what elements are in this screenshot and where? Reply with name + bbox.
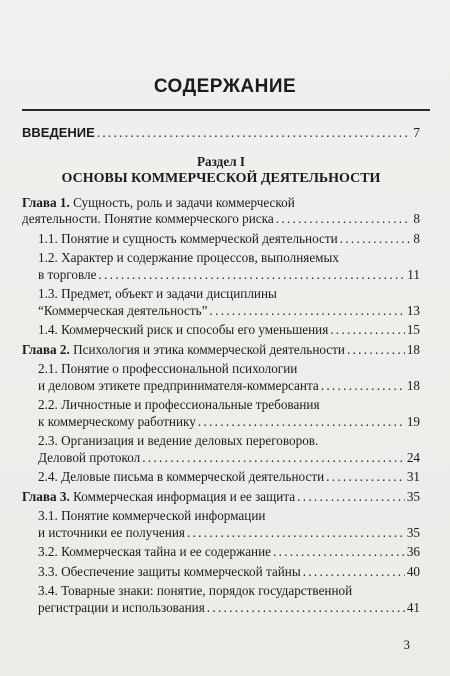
page-number: 3: [403, 637, 410, 652]
subsection-title-line: 3.4. Товарные знаки: понятие, порядок государственной: [38, 583, 353, 598]
leader-dots: [187, 525, 405, 542]
leader-dots: [210, 303, 405, 320]
spacer: [22, 188, 420, 195]
leader-dots: [330, 322, 405, 339]
chapter-title: деятельности. Понятие коммерческого риска: [22, 211, 274, 226]
leader-dots: [207, 600, 405, 617]
toc-subsection[interactable]: [22, 583, 420, 616]
chapter-title: Сущность, роль и задачи коммерческой: [73, 194, 295, 210]
subsection-title: 2.4. Деловые письма в коммерческой деятельности: [38, 469, 325, 484]
subsection-title-last-line: [38, 231, 420, 248]
subsection-title: 1.4. Коммерческий риск и способы его уменьшения: [38, 322, 329, 337]
subsection-title-last-line: [38, 544, 420, 561]
chapter-prefix: Глава 1.: [22, 194, 70, 210]
subsection-title-last-line: [38, 600, 420, 617]
leader-dots: [303, 564, 405, 581]
toc-entry-page: 11: [407, 266, 420, 282]
table-of-contents: [22, 125, 420, 616]
toc-entry-label: ВВЕДЕНИЕ: [22, 125, 95, 140]
leader-dots: [326, 469, 405, 486]
toc-chapter[interactable]: [22, 489, 420, 506]
section-label: Раздел I: [196, 153, 246, 169]
chapter-title-last-line: [22, 211, 420, 228]
chapter-title: Коммерческая информация и ее защита: [73, 488, 296, 504]
subsection-title-line: 2.1. Понятие о профессиональной психологии: [38, 361, 298, 376]
page-title: СОДЕРЖАНИЕ: [153, 76, 297, 97]
subsection-title-line: 2.2. Личностные и профессиональные требования: [38, 397, 320, 412]
toc-entry-page: 7: [413, 125, 420, 140]
title-rule: [22, 109, 430, 111]
leader-dots: [273, 544, 405, 561]
toc-subsection[interactable]: [22, 361, 420, 394]
toc-entry-page: 35: [406, 524, 420, 540]
subsection-title-line: 3.1. Понятие коммерческой информации: [38, 508, 266, 523]
subsection-title-last-line: [38, 414, 420, 431]
toc-subsection[interactable]: [22, 250, 420, 283]
toc-subsection[interactable]: [22, 397, 420, 430]
subsection-title-last-line: [38, 303, 420, 320]
toc-entry-page: 15: [406, 322, 420, 337]
subsection-title: и источники ее получения: [38, 524, 185, 540]
toc-entry-page: 40: [406, 563, 420, 579]
toc-subsection[interactable]: [22, 564, 420, 581]
subsection-title-line: 1.2. Характер и содержание процессов, выполняемых: [38, 250, 339, 265]
toc-subsection[interactable]: [22, 469, 420, 486]
toc-subsection[interactable]: [22, 231, 420, 248]
subsection-title-last-line: [38, 525, 420, 542]
leader-dots: [97, 125, 412, 142]
toc-subsection[interactable]: [22, 508, 420, 541]
subsection-title-last-line: [38, 450, 420, 467]
subsection-title-last-line: [38, 378, 420, 395]
subsection-title-line: 2.3. Организация и ведение деловых переговоров.: [38, 433, 319, 448]
toc-entry-page: 8: [413, 230, 420, 246]
subsection-title: в торговле: [38, 266, 97, 282]
subsection-title: 3.3. Обеспечение защиты коммерческой тайны: [38, 563, 301, 579]
subsection-title: 1.1. Понятие и сущность коммерческой деятельности: [38, 230, 338, 246]
toc-entry-page: 18: [406, 341, 420, 357]
subsection-title-last-line: [38, 267, 420, 284]
leader-dots: [98, 267, 405, 284]
chapter-title-line: [22, 342, 420, 359]
subsection-title: к коммерческому работнику: [38, 413, 196, 429]
subsection-title: “Коммерческая деятельность”: [38, 302, 208, 318]
toc-entry-page: 13: [406, 302, 420, 318]
leader-dots: [142, 450, 405, 467]
subsection-title-last-line: [38, 469, 420, 486]
subsection-title-line: 1.3. Предмет, объект и задачи дисциплины: [38, 286, 277, 301]
leader-dots: [347, 342, 405, 359]
toc-entry-page: 18: [406, 377, 420, 393]
subsection-title: 3.2. Коммерческая тайна и ее содержание: [38, 544, 272, 559]
toc-entry-page: 19: [406, 413, 420, 429]
toc-entry-page: 24: [406, 449, 420, 465]
toc-entry-page: 8: [413, 211, 420, 226]
chapter-title-line: [22, 195, 420, 212]
chapter-prefix: Глава 3.: [22, 488, 70, 504]
toc-chapter[interactable]: [22, 342, 420, 359]
chapter-list: [22, 188, 420, 617]
subsection-title-last-line: [38, 564, 420, 581]
leader-dots: [340, 231, 412, 248]
subsection-title: и деловом этикете предпринимателя-коммерсанта: [38, 377, 319, 393]
subsection-title: регистрации и использования: [38, 599, 205, 615]
toc-chapter[interactable]: [22, 195, 420, 228]
toc-subsection[interactable]: [22, 286, 420, 319]
subsection-title-last-line: [38, 322, 420, 339]
leader-dots: [198, 414, 405, 431]
subsection-title: Деловой протокол: [38, 449, 141, 465]
chapter-title: Психология и этика коммерческой деятельности: [73, 341, 345, 357]
toc-entry-page: 35: [406, 488, 420, 504]
toc-entry-page: 36: [406, 544, 420, 559]
chapter-title-line: [22, 489, 420, 506]
toc-subsection[interactable]: [22, 322, 420, 339]
toc-subsection[interactable]: [22, 433, 420, 466]
toc-entry-page: 31: [406, 469, 420, 484]
toc-entry-page: 41: [406, 599, 420, 615]
leader-dots: [297, 489, 405, 506]
leader-dots: [276, 211, 412, 228]
toc-entry-intro[interactable]: [22, 125, 420, 142]
toc-subsection[interactable]: [22, 544, 420, 561]
leader-dots: [321, 378, 405, 395]
section-name: ОСНОВЫ КОММЕРЧЕСКОЙ ДЕЯТЕЛЬНОСТИ: [61, 171, 381, 186]
chapter-prefix: Глава 2.: [22, 341, 70, 357]
